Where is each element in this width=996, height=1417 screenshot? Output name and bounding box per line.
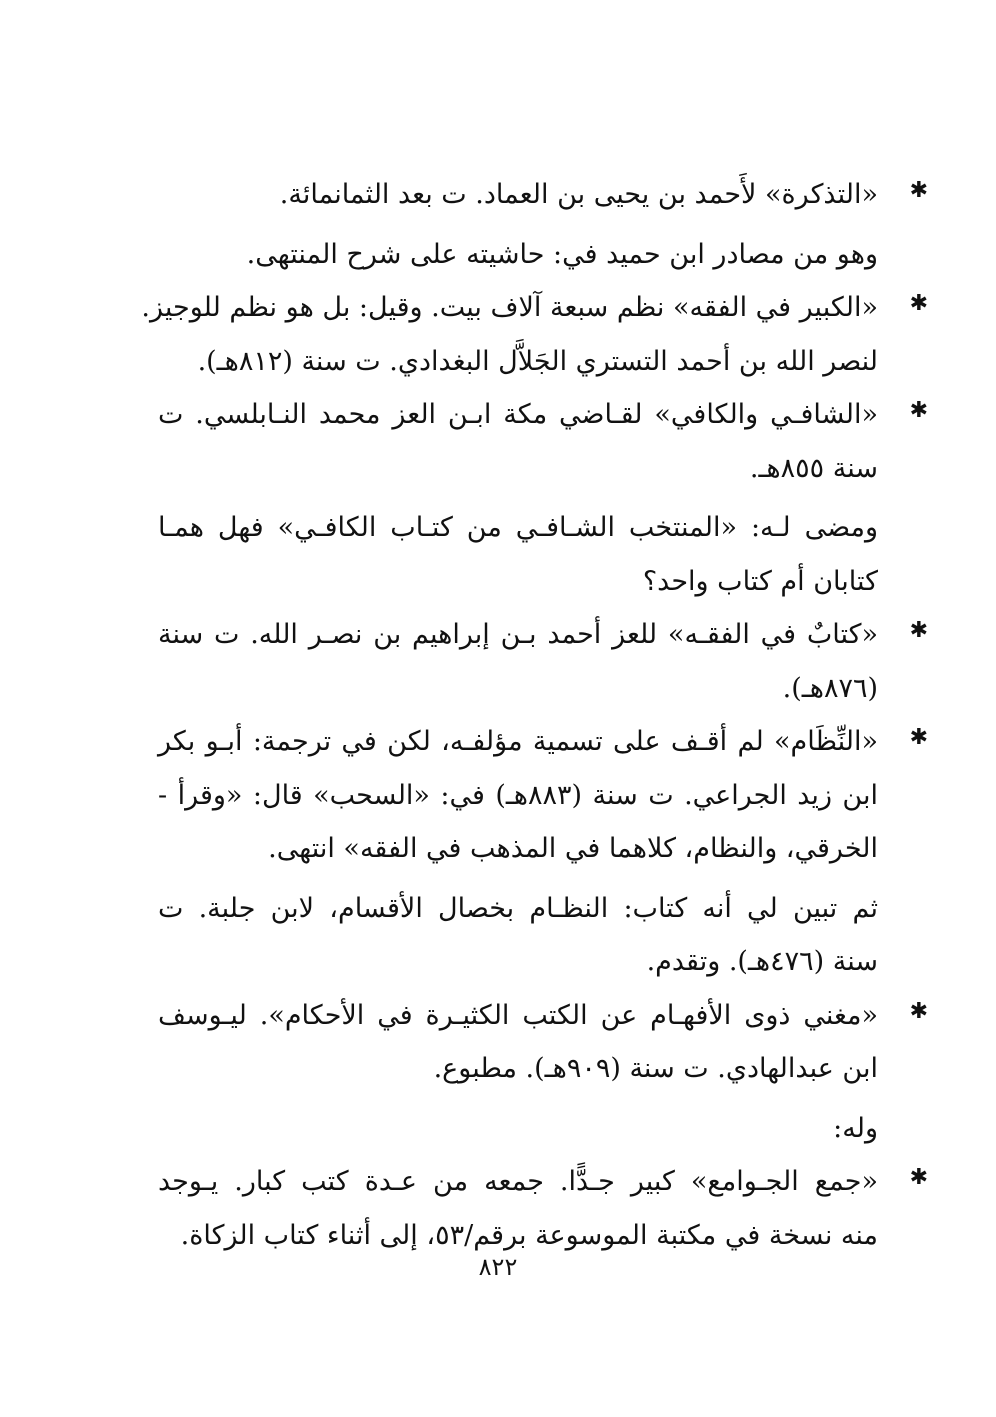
entry-note bbox=[158, 1102, 878, 1156]
bibliography-entry bbox=[158, 1155, 928, 1262]
text-line: ابن عبدالهادي. ت سنة (٩٠٩هـ). مطبوع. bbox=[433, 1053, 878, 1084]
text-line: ثم تبين لي أنه كتاب: النظـام بخصال الأقسام، لابن جلبة. ت bbox=[158, 892, 878, 924]
text-line: وهو من مصادر ابن حميد في: حاشيته على شرح المنتهى. bbox=[246, 238, 878, 270]
bibliography-entry bbox=[158, 608, 928, 715]
text-line: منه نسخة في مكتبة الموسوعة برقم/٥٣، إلى أثناء كتاب الزكاة. bbox=[180, 1219, 878, 1251]
text-line: «الكبير في الفقه» نظم سبعة آلاف بيت. وقيل: بل هو نظم للوجيز. bbox=[141, 292, 878, 323]
asterisk-bullet-icon: ✱ bbox=[909, 725, 928, 750]
text-line: كتابان أم كتاب واحد؟ bbox=[642, 565, 878, 597]
text-line: «كتابٌ في الفقـه» للعز أحمد بـن إبراهيم بن نصـر الله. ت سنة bbox=[158, 619, 878, 650]
bibliography-entry bbox=[158, 989, 928, 1096]
bibliography-entry bbox=[158, 388, 928, 495]
text-line: «النِّظَام» لم أقـف على تسمية مؤلفـه، لكن في ترجمة: أبـو بكر bbox=[158, 726, 878, 757]
asterisk-bullet-icon: ✱ bbox=[909, 178, 928, 203]
text-line: (٨٧٦هـ). bbox=[782, 672, 878, 704]
asterisk-bullet-icon: ✱ bbox=[909, 618, 928, 643]
entry-note bbox=[158, 501, 878, 608]
asterisk-bullet-icon: ✱ bbox=[909, 998, 928, 1024]
text-line: «مغني ذوى الأفهـام عن الكتب الكثيـرة في الأحكام». ليـوسف bbox=[158, 999, 878, 1031]
text-line: وله: bbox=[833, 1112, 878, 1144]
page-body bbox=[141, 168, 928, 1262]
page-number: ٨٢٢ bbox=[478, 1253, 518, 1281]
text-line: «التذكرة» لأَحمد بن يحيى بن العماد. ت بعد الثمانمائة. bbox=[279, 179, 878, 210]
bibliography-entry bbox=[158, 715, 928, 876]
bibliography-entry bbox=[158, 168, 928, 222]
text-line: سنة ٨٥٥هـ. bbox=[749, 452, 878, 484]
text-line: ابن زيد الجراعي. ت سنة (٨٨٣هـ) في: «السحب» قال: «وقرأ - bbox=[158, 779, 878, 811]
asterisk-bullet-icon: ✱ bbox=[909, 398, 928, 423]
text-line: لنصر الله بن أحمد التستري الجَلاَّل البغدادي. ت سنة (٨١٢هـ). bbox=[197, 345, 878, 377]
asterisk-bullet-icon: ✱ bbox=[909, 1165, 928, 1190]
asterisk-bullet-icon: ✱ bbox=[909, 291, 928, 316]
bibliography-entry bbox=[141, 281, 928, 388]
text-line: الخرقي، والنظام، كلاهما في المذهب في الفقه» انتهى. bbox=[268, 833, 878, 864]
text-line: ومضى لـه: «المنتخب الشـافـي من كتـاب الكافـي» فهل همـا bbox=[158, 512, 878, 543]
text-line: «الشافـي والكافي» لقـاضي مكة ابـن العز محمد النـابلسي. ت bbox=[158, 399, 878, 430]
entry-note bbox=[158, 228, 878, 282]
text-line: «جمع الجـوامع» كبير جـدًّا. جمعه من عـدة كتب كبار. يـوجد bbox=[158, 1166, 878, 1197]
entry-note bbox=[158, 882, 878, 989]
text-line: سنة (٤٧٦هـ). وتقدم. bbox=[646, 946, 878, 977]
